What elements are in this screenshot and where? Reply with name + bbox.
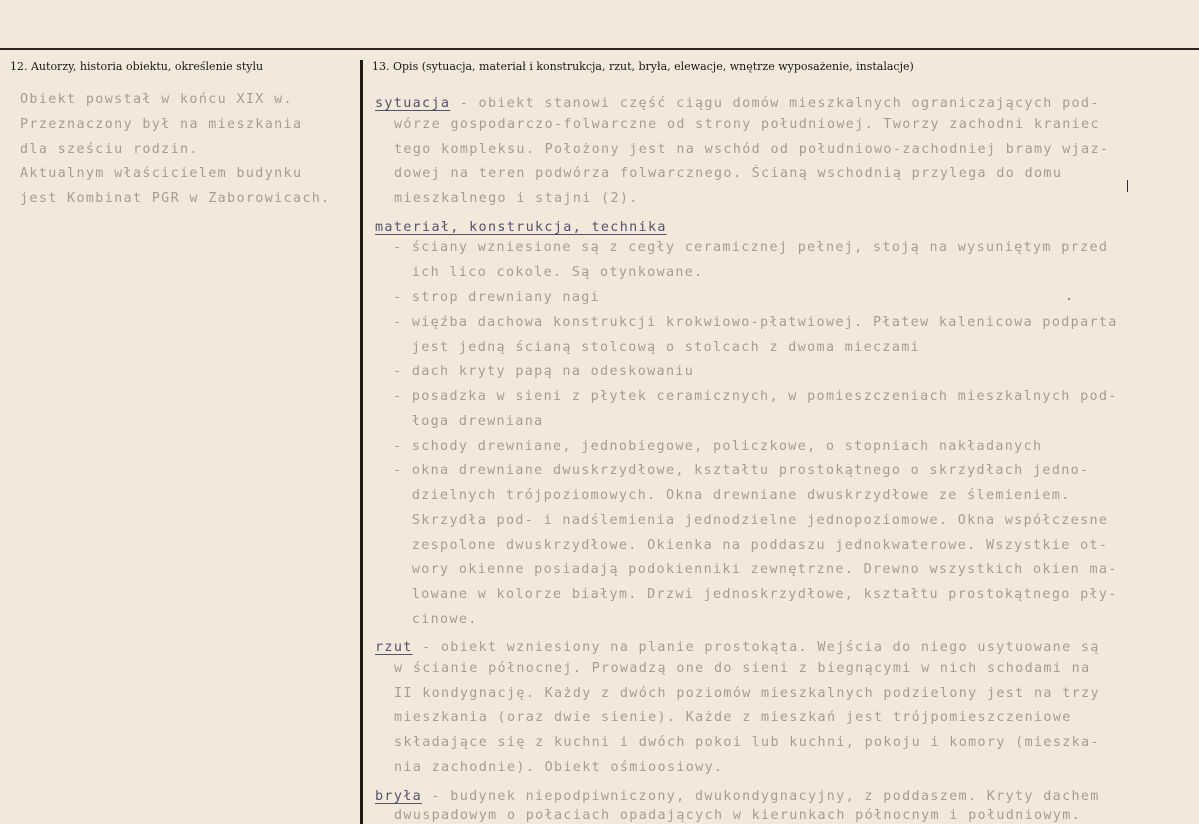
sytuacja-line: wórze gospodarczo-folwarczne od strony południowej. Tworzy zachodni kraniec	[394, 117, 1100, 132]
material-line: wory okienne posiadają podokienniki zewnętrzne. Drewno wszystkich okien ma-	[393, 562, 1118, 577]
bryla-heading: bryła	[375, 789, 423, 804]
material-line: łoga drewniana	[393, 414, 544, 429]
sytuacja-line: tego kompleksu. Położony jest na wschód od południowo-zachodniej bramy wjaz-	[394, 142, 1110, 157]
material-line: dzielnych trójpoziomowych. Okna drewniane dwuskrzydłowe ze ślemieniem.	[393, 488, 1071, 503]
rzut-line: w ścianie północnej. Prowadzą one do sieni z biegnącymi w nich schodami na	[394, 661, 1091, 676]
material-line: jest jedną ścianą stolcową o stolcach z dwoma mieczami	[393, 340, 921, 355]
left-line: jest Kombinat PGR w Zaborowicach.	[20, 191, 331, 206]
material-line: - ściany wzniesione są z cegły ceramicznej pełnej, stoją na wysuniętym przed	[393, 240, 1109, 255]
material-line: - dach kryty papą na odeskowaniu	[393, 364, 695, 379]
material-line: lowane w kolorze białym. Drzwi jednoskrzydłowe, kształtu prostokątnego pły-	[393, 587, 1118, 602]
material-line: ich lico cokole. Są otynkowane.	[393, 265, 704, 280]
bryla-line: dwuspadowym o połaciach opadających w kierunkach północnym i południowym.	[394, 808, 1082, 823]
rzut-text: - obiekt wzniesiony na planie prostokąta. Wejścia do niego usytuowane są	[412, 640, 1100, 655]
material-line: cinowe.	[393, 612, 478, 627]
material-line: Skrzydła pod- i nadślemienia jednodzielne jednopoziomowe. Okna współczesne	[393, 513, 1109, 528]
left-line: Obiekt powstał w końcu XIX w.	[20, 92, 293, 107]
sytuacja-heading: sytuacja	[375, 96, 451, 111]
material-line: - okna drewniane dwuskrzydłowe, kształtu prostokątnego o skrzydłach jedno-	[393, 463, 1090, 478]
material-line: - więźba dachowa konstrukcji krokwiowo-płatwiowej. Płatew kalenicowa podparta	[393, 315, 1118, 330]
left-line: Przeznaczony był na mieszkania	[20, 117, 303, 132]
sytuacja-line: dowej na teren podwórza folwarcznego. Ścianą wschodnią przylega do domu	[394, 166, 1063, 181]
sytuacja-first-line	[375, 92, 1100, 111]
material-line: - strop drewniany nagi	[393, 290, 601, 305]
left-line: Aktualnym właścicielem budynku	[20, 166, 303, 181]
pencil-mark	[1127, 180, 1128, 192]
sytuacja-text: - obiekt stanowi część ciągu domów mieszkalnych ograniczających pod-	[450, 96, 1100, 111]
rzut-first-line	[375, 636, 1100, 655]
sytuacja-line: mieszkalnego i stajni (2).	[394, 191, 639, 206]
bryla-text: - budynek niepodpiwniczony, dwukondygnacyjny, z poddaszem. Kryty dachem	[422, 789, 1100, 804]
left-column-header: 12. Autorzy, historia obiektu, określenie stylu	[10, 60, 264, 73]
left-line: dla sześciu rodzin.	[20, 142, 199, 157]
column-divider	[360, 60, 363, 824]
rzut-heading: rzut	[375, 640, 413, 655]
material-line: - schody drewniane, jednobiegowe, policzkowe, o stopniach nakładanych	[393, 439, 1043, 454]
right-column-header: 13. Opis (sytuacja, materiał i konstrukcja, rzut, bryła, elewacje, wnętrze wyposażenie, instalacje)	[372, 60, 914, 73]
pencil-mark	[1068, 298, 1070, 300]
rzut-line: nia zachodnie). Obiekt ośmioosiowy.	[394, 760, 724, 775]
rzut-line: mieszkania (oraz dwie sienie). Każde z mieszkań jest trójpomieszczeniowe	[394, 710, 1072, 725]
material-line: - posadzka w sieni z płytek ceramicznych, w pomieszczeniach mieszkalnych pod-	[393, 389, 1118, 404]
bryla-first-line	[375, 785, 1100, 804]
material-line: zespolone dwuskrzydłowe. Okienka na poddaszu jednokwaterowe. Wszystkie ot-	[393, 538, 1109, 553]
rzut-line: II kondygnację. Każdy z dwóch poziomów mieszkalnych podzielony jest na trzy	[394, 686, 1100, 701]
rzut-line: składające się z kuchni i dwóch pokoi lub kuchni, pokoju i komory (mieszka-	[394, 735, 1100, 750]
top-rule	[0, 48, 1199, 50]
material-heading: materiał, konstrukcja, technika	[375, 220, 667, 235]
material-heading-line	[375, 216, 667, 235]
